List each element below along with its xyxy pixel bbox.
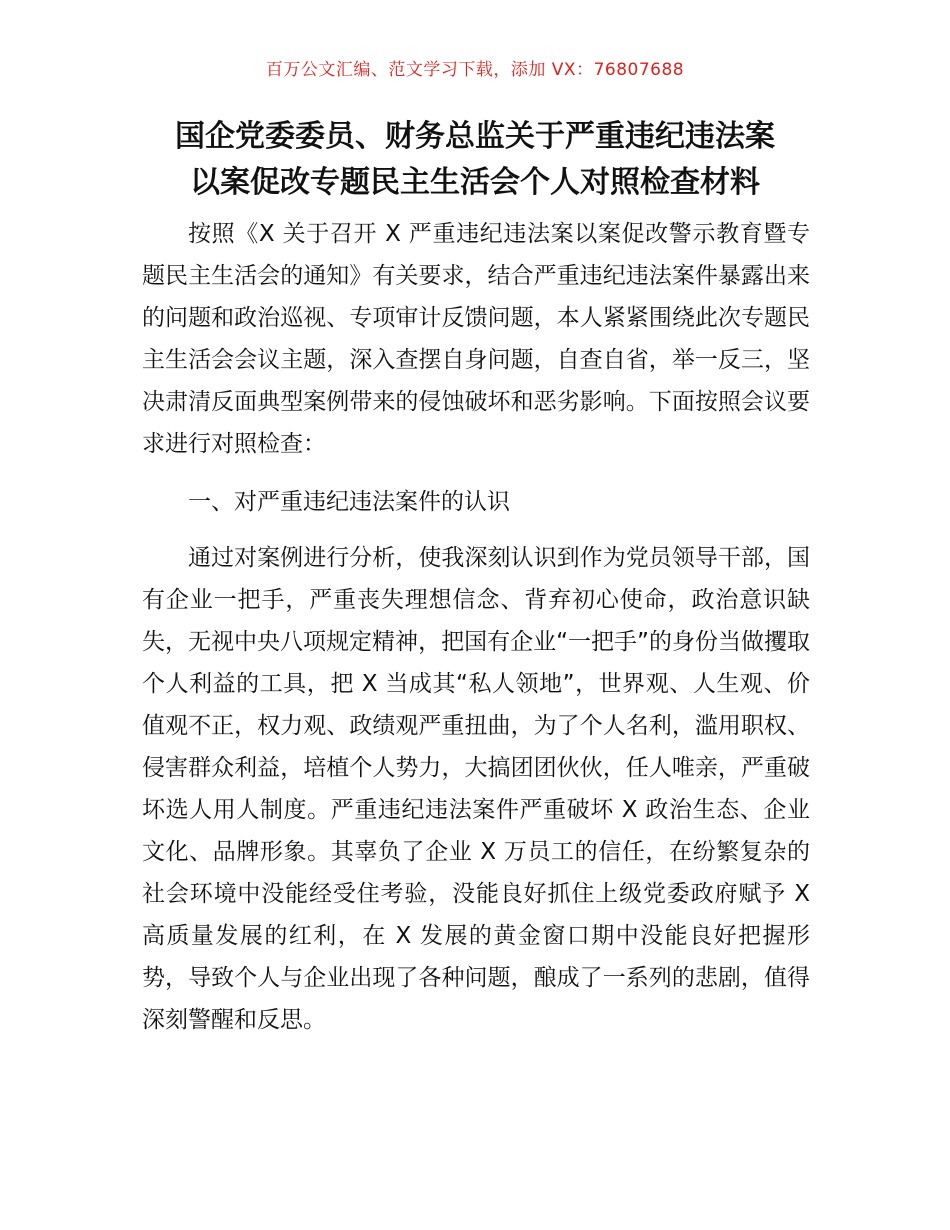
title-line-2: 以案促改专题民主生活会个人对照检查材料 (190, 165, 760, 200)
section-1-heading: 一、对严重违纪违法案件的认识 (188, 489, 510, 515)
document-title (120, 114, 830, 206)
header-promo-note: 百万公文汇编、范文学习下载，添加 VX：76807688 (265, 60, 685, 80)
intro-paragraph: 按照《X 关于召开 X 严重违纪违法案以案促改警示教育暨专题民主生活会的通知》有关要求，结合严重违纪违法案件暴露出来的问题和政治巡视、专项审计反馈问题，本人紧紧围绕此次专题民主生活会会议主题，深入查摆自身问题，自查自省，举一反三，坚决肃清反面典型案例带来的侵蚀破坏和恶劣影响。下面按照会议要求进行对照检查： (142, 221, 810, 457)
document-body (142, 213, 810, 1041)
section-1-paragraph: 通过对案例进行分析，使我深刻认识到作为党员领导干部，国有企业一把手，严重丧失理想信念、背弃初心使命，政治意识缺失，无视中央八项规定精神，把国有企业“一把手”的身份当做攫取个人利益的工具，把 X 当成其“私人领地”，世界观、人生观、价值观不正，权力观、政绩观严重扭曲，为了个人名利，滥用职权、侵害群众利益，培植个人势力，大搞团团伙伙，任人唯亲，严重破坏选人用人制度。严重违纪违法案件严重破坏 X 政治生态、企业文化、品牌形象。其辜负了企业 X 万员工的信任，在纷繁复杂的社会环境中没能经受住考验，没能良好抓住上级党委政府赋予 X 高质量发展的红利，在 X 发展的黄金窗口期中没能良好把握形势，导致个人与企业出现了各种问题，酿成了一系列的悲剧，值得深刻警醒和反思。 (142, 545, 810, 1033)
title-line-1: 国企党委委员、财务总监关于严重违纪违法案 (175, 119, 775, 154)
